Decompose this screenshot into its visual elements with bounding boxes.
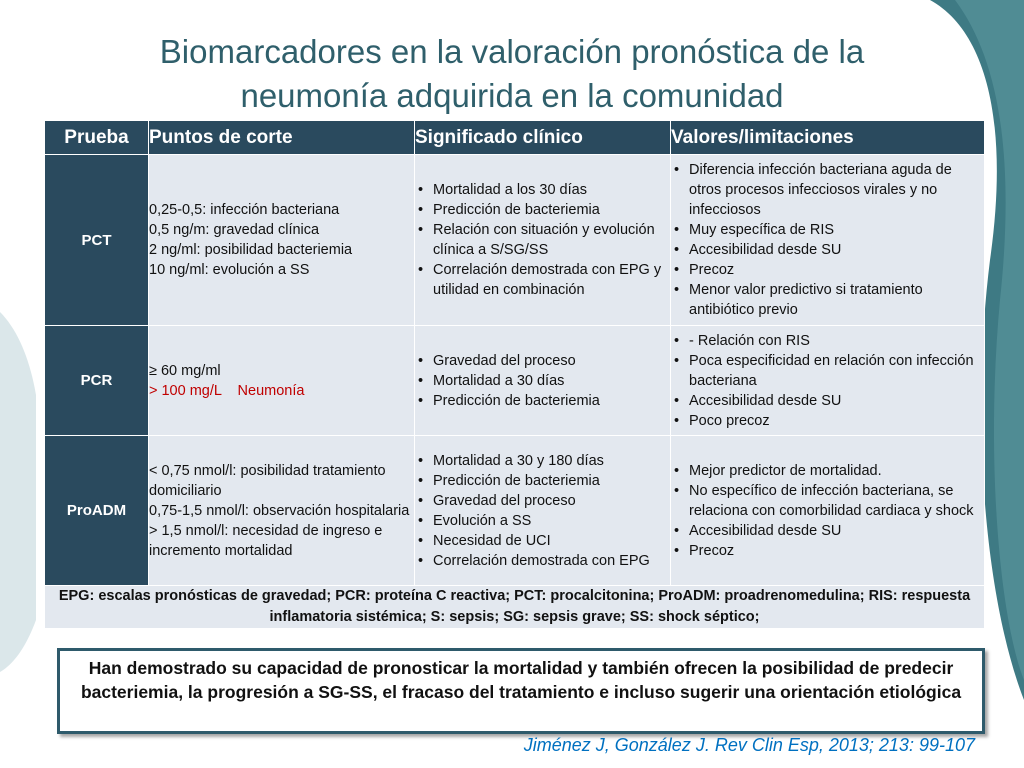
list-item: • Relación con situación y evolución clínica a S/SG/SS bbox=[415, 220, 670, 260]
significance-cell-proadm bbox=[415, 436, 671, 586]
limitations-cell-pct bbox=[671, 155, 985, 326]
list-item: • Evolución a SS bbox=[415, 511, 670, 531]
header-significado-clinico: Significado clínico bbox=[415, 121, 671, 155]
header-prueba: Prueba bbox=[45, 121, 149, 155]
cutoff-line: 0,5 ng/m: gravedad clínica bbox=[149, 222, 320, 238]
list-item: • Correlación demostrada con EPG y utilidad en combinación bbox=[415, 260, 670, 300]
cutoff-line: 0,75-1,5 nmol/l: observación hospitalaria bbox=[149, 502, 410, 519]
page-title bbox=[60, 30, 964, 118]
list-item: • Mortalidad a 30 días bbox=[415, 371, 670, 391]
list-item: • Precoz bbox=[671, 541, 984, 561]
list-item: • Correlación demostrada con EPG bbox=[415, 551, 670, 571]
list-item: • Mejor predictor de mortalidad. bbox=[671, 461, 984, 481]
list-item: • Accesibilidad desde SU bbox=[671, 521, 984, 541]
cutoff-line: ≥ 60 mg/ml bbox=[149, 362, 221, 379]
significance-cell-pcr bbox=[415, 326, 671, 436]
biomarker-table bbox=[44, 120, 985, 629]
list-item: • Predicción de bacteriemia bbox=[415, 200, 670, 220]
title-line-1: Biomarcadores en la valoración pronóstica de la bbox=[159, 33, 865, 70]
list-item: • Menor valor predictivo si tratamiento antibiótico previo bbox=[671, 280, 984, 320]
limitations-cell-proadm bbox=[671, 436, 985, 586]
list-item: • - Relación con RIS bbox=[671, 331, 984, 351]
list-item: • Predicción de bacteriemia bbox=[415, 391, 670, 411]
list-item: • Gravedad del proceso bbox=[415, 351, 670, 371]
list-item: • Mortalidad a los 30 días bbox=[415, 180, 670, 200]
limitations-cell-pcr bbox=[671, 326, 985, 436]
list-item: • Mortalidad a 30 y 180 días bbox=[415, 451, 670, 471]
title-line-2: neumonía adquirida en la comunidad bbox=[240, 77, 784, 114]
table-header-row bbox=[45, 121, 985, 155]
citation: Jiménez J, González J. Rev Clin Esp, 2013; 213: 99-107 bbox=[523, 735, 975, 755]
abbreviations-legend: EPG: escalas pronósticas de gravedad; PCR: proteína C reactiva; PCT: procalcitonina; ProADM: proadrenomedulina; RIS: respuesta inflamatoria sistémica; S: sepsis; SG: sepsis grave; SS: shock séptico; bbox=[45, 586, 985, 629]
cutoff-line: < 0,75 nmol/l: posibilidad tratamiento domiciliario bbox=[149, 462, 386, 499]
cutoff-line-neumonia: > 100 mg/L Neumonía bbox=[149, 382, 305, 399]
cutoffs-cell-proadm bbox=[149, 436, 415, 586]
table-legend-row bbox=[45, 586, 985, 629]
cutoff-line: > 1,5 nmol/l: necesidad de ingreso e incremento mortalidad bbox=[149, 522, 383, 559]
table-row-pct bbox=[45, 155, 985, 326]
list-item: • No específico de infección bacteriana, se relaciona con comorbilidad cardiaca y shock bbox=[671, 481, 984, 521]
list-item: • Muy específica de RIS bbox=[671, 220, 984, 240]
list-item: • Necesidad de UCI bbox=[415, 531, 670, 551]
cutoff-line: 2 ng/ml: posibilidad bacteriemia bbox=[149, 242, 353, 258]
row-label-pcr: PCR bbox=[45, 326, 149, 436]
row-label-pct: PCT bbox=[45, 155, 149, 326]
list-item: • Accesibilidad desde SU bbox=[671, 240, 984, 260]
cutoffs-cell-pct bbox=[149, 155, 415, 326]
cutoff-line: 10 ng/ml: evolución a SS bbox=[149, 262, 310, 278]
list-item: • Diferencia infección bacteriana aguda de otros procesos infecciosos virales y no infecciosos bbox=[671, 160, 984, 220]
row-label-proadm: ProADM bbox=[45, 436, 149, 586]
table-row-proadm bbox=[45, 436, 985, 586]
list-item: • Accesibilidad desde SU bbox=[671, 391, 984, 411]
cutoff-line: 0,25-0,5: infección bacteriana bbox=[149, 202, 340, 218]
significance-cell-pct bbox=[415, 155, 671, 326]
header-puntos-de-corte: Puntos de corte bbox=[149, 121, 415, 155]
list-item: • Precoz bbox=[671, 260, 984, 280]
table-row-pcr bbox=[45, 326, 985, 436]
list-item: • Gravedad del proceso bbox=[415, 491, 670, 511]
summary-box: Han demostrado su capacidad de pronosticar la mortalidad y también ofrecen la posibilidad de predecir bacteriemia, la progresión a SG-SS, el fracaso del tratamiento e incluso sugerir una orientación etiológica bbox=[57, 648, 985, 734]
list-item: • Predicción de bacteriemia bbox=[415, 471, 670, 491]
header-valores-limitaciones: Valores/limitaciones bbox=[671, 121, 985, 155]
cutoffs-cell-pcr bbox=[149, 326, 415, 436]
list-item: • Poco precoz bbox=[671, 411, 984, 431]
list-item: • Poca especificidad en relación con infección bacteriana bbox=[671, 351, 984, 391]
